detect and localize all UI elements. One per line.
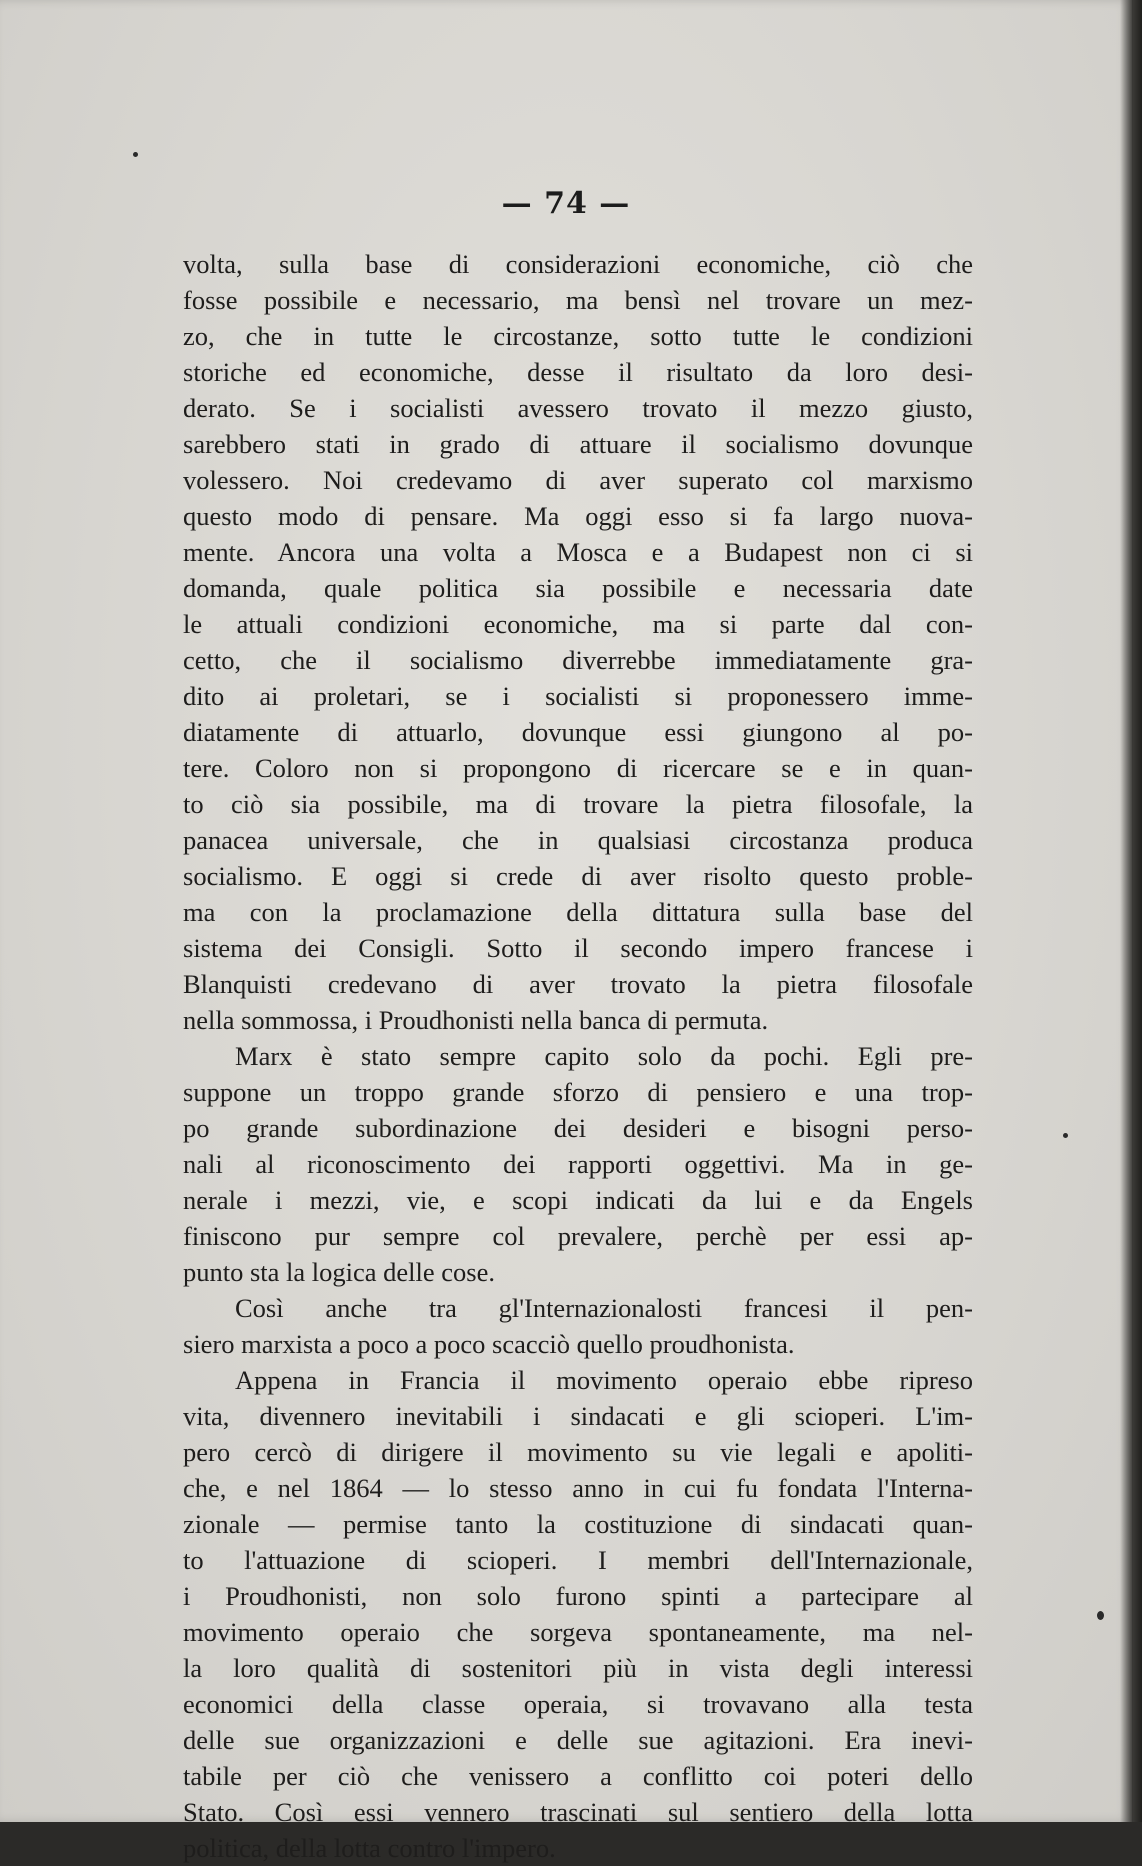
text-line: fosse possibile e necessario, ma bensì nel trovare un mez- [183, 285, 973, 315]
text-line: politica, della lotta contro l'impero. [183, 1833, 556, 1863]
text-line: nali al riconoscimento dei rapporti oggettivi. Ma in ge- [183, 1149, 973, 1179]
text-line: Così anche tra gl'Internazionalosti francesi il pen- [235, 1293, 973, 1323]
page-text-body [183, 246, 973, 1866]
text-line: vita, divennero inevitabili i sindacati e gli scioperi. L'im- [183, 1401, 973, 1431]
text-line: pero cercò di dirigere il movimento su vie legali e apoliti- [183, 1437, 973, 1467]
text-line: sistema dei Consigli. Sotto il secondo impero francese i [183, 933, 973, 963]
text-line: volta, sulla base di considerazioni economiche, ciò che [183, 249, 973, 279]
text-line: che, e nel 1864 — lo stesso anno in cui fu fondata l'Interna- [183, 1473, 973, 1503]
text-line: derato. Se i socialisti avessero trovato il mezzo giusto, [183, 393, 973, 423]
text-line: i Proudhonisti, non solo furono spinti a partecipare al [183, 1581, 973, 1611]
text-line: to l'attuazione di scioperi. I membri dell'Internazionale, [183, 1545, 973, 1575]
text-line: zionale — permise tanto la costituzione di sindacati quan- [183, 1509, 973, 1539]
text-line: delle sue organizzazioni e delle sue agitazioni. Era inevi- [183, 1725, 973, 1755]
text-line: Stato. Così essi vennero trascinati sul sentiero della lotta [183, 1797, 973, 1827]
text-line: le attuali condizioni economiche, ma si parte dal con- [183, 609, 973, 639]
text-line: cetto, che il socialismo diverrebbe immediatamente gra- [183, 645, 973, 675]
text-line: nerale i mezzi, vie, e scopi indicati da lui e da Engels [183, 1185, 973, 1215]
text-line: siero marxista a poco a poco scacciò quello proudhonista. [183, 1329, 795, 1359]
page-edge-shadow [1120, 0, 1142, 1822]
text-line: Appena in Francia il movimento operaio ebbe ripreso [235, 1365, 973, 1395]
text-line: diatamente di attuarlo, dovunque essi giungono al po- [183, 717, 973, 747]
text-line: domanda, quale politica sia possibile e necessaria date [183, 573, 973, 603]
text-line: la loro qualità di sostenitori più in vista degli interessi [183, 1653, 973, 1683]
text-line: storiche ed economiche, desse il risultato da loro desi- [183, 357, 973, 387]
text-line: economici della classe operaia, si trovavano alla testa [183, 1689, 973, 1719]
ink-speck [1063, 1133, 1068, 1138]
text-line: to ciò sia possibile, ma di trovare la pietra filosofale, la [183, 789, 973, 819]
text-line: socialismo. E oggi si crede di aver risolto questo proble- [183, 861, 973, 891]
text-line: volessero. Noi credevamo di aver superato col marxismo [183, 465, 973, 495]
text-line: punto sta la logica delle cose. [183, 1257, 496, 1287]
text-line: mente. Ancora una volta a Mosca e a Budapest non ci si [183, 537, 973, 567]
text-line: Marx è stato sempre capito solo da pochi. Egli pre- [235, 1041, 973, 1071]
text-line: ma con la proclamazione della dittatura sulla base del [183, 897, 973, 927]
text-line: panacea universale, che in qualsiasi circostanza produca [183, 825, 973, 855]
text-line: finiscono pur sempre col prevalere, perchè per essi ap- [183, 1221, 973, 1251]
text-line: po grande subordinazione dei desideri e bisogni perso- [183, 1113, 973, 1143]
page-number: — 74 — [501, 186, 631, 221]
text-line: tabile per ciò che venissero a conflitto coi poteri dello [183, 1761, 973, 1791]
text-line: Blanquisti credevano di aver trovato la pietra filosofale [183, 969, 973, 999]
text-line: dito ai proletari, se i socialisti si proponessero imme- [183, 681, 973, 711]
text-line: questo modo di pensare. Ma oggi esso si fa largo nuova- [183, 501, 973, 531]
text-line: movimento operaio che sorgeva spontaneamente, ma nel- [183, 1617, 973, 1647]
ink-speck [133, 152, 138, 157]
text-line: zo, che in tutte le circostanze, sotto tutte le condizioni [183, 321, 973, 351]
text-line: sarebbero stati in grado di attuare il socialismo dovunque [183, 429, 973, 459]
text-line: tere. Coloro non si propongono di ricercare se e in quan- [183, 753, 973, 783]
text-line: suppone un troppo grande sforzo di pensiero e una trop- [183, 1077, 973, 1107]
ink-speck [1097, 1611, 1104, 1620]
text-line: nella sommossa, i Proudhonisti nella banca di permuta. [183, 1005, 769, 1035]
